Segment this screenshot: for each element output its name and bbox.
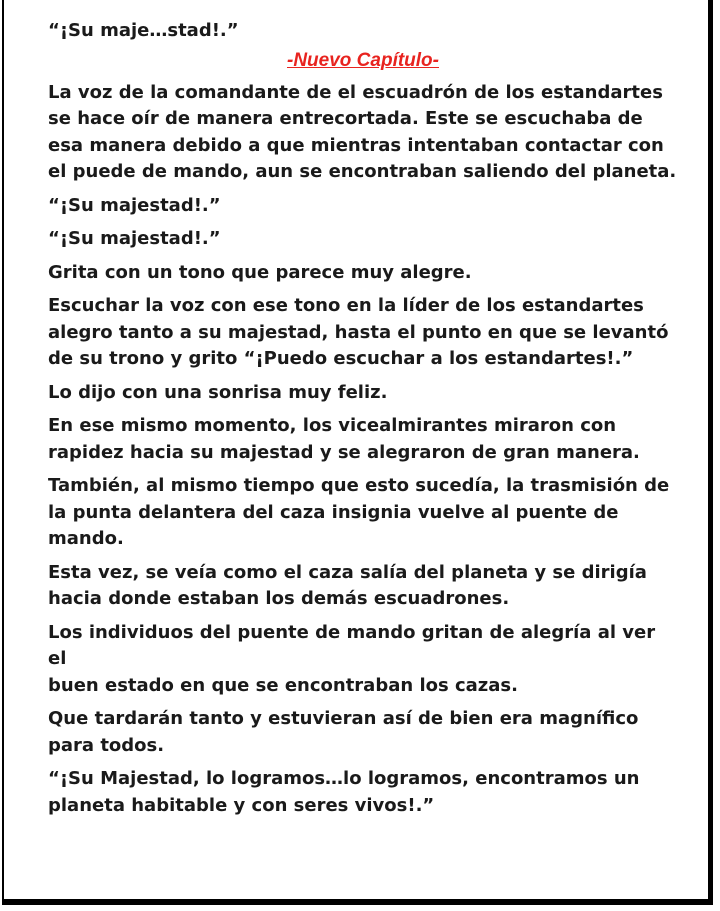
paragraph-3: “¡Su majestad!.” (48, 228, 221, 249)
paragraph-5: Escuchar la voz con ese tono en la líder de los estandartes alegro tanto a su majestad, hasta el punto en que se levantó de su trono y grito “¡Puedo escuchar a los estandartes!.” (48, 295, 669, 369)
paragraph-7: En ese mismo momento, los vicealmirantes miraron con rapidez hacia su majestad y se alegraron de gran manera. (48, 415, 640, 463)
paragraph-12: “¡Su Majestad, lo logramos…lo logramos, encontramos un planeta habitable y con seres vivos!.” (48, 768, 640, 816)
paragraph-10: Los individuos del puente de mando gritan de alegría al ver el buen estado en que se encontraban los cazas. (48, 621, 656, 696)
paragraph-11: Que tardarán tanto y estuvieran así de bien era magnífico para todos. (48, 708, 639, 756)
document-page (2, 0, 713, 905)
paragraph-9: Esta vez, se veía como el caza salía del planeta y se dirigía hacia donde estaban los demás escuadrones. (48, 561, 647, 609)
chapter-heading: -Nuevo Capítulo- (287, 49, 439, 71)
paragraph-1: La voz de la comandante de el escuadrón de los estandartes se hace oír de manera entrecortada. Este se escuchaba de esa manera debido a que mientras intentaban contactar con el puede de mando, aun se encontraban saliendo del planeta. (48, 81, 677, 182)
paragraph-4: Grita con un tono que parece muy alegre. (48, 261, 472, 283)
paragraph-2: “¡Su majestad!.” (48, 194, 221, 216)
paragraph-6: Lo dijo con una sonrisa muy feliz. (48, 381, 388, 403)
paragraph-8: También, al mismo tiempo que esto sucedía, la trasmisión de la punta delantera del caza insignia vuelve al puente de mando. (48, 475, 670, 549)
document-body (48, 18, 678, 826)
opening-dialogue: “¡Su maje…stad!.” (48, 20, 239, 41)
